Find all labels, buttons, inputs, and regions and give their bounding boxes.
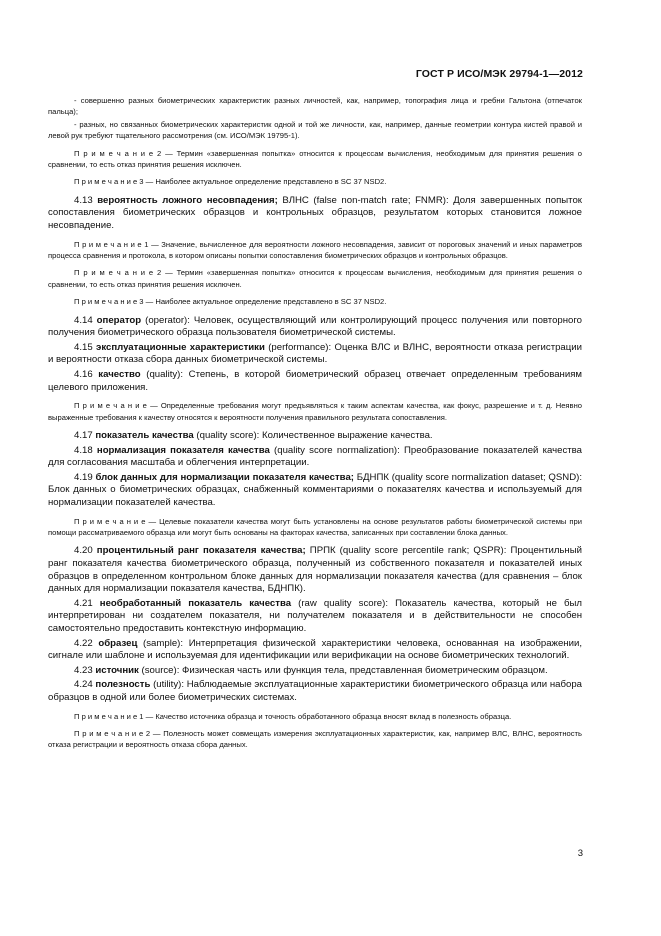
note-text: Полезность может совмещать измерения эксплуатационных характеристик, как, например ВЛС, ВЛНС, вероятность отказа регистрации и вероятность отказа сбора данных. [48,728,582,750]
term-definition: (raw quality score): Показатель качества, который не был интерпретирован ни создателем показателя, ни получателем показателя и в действительности не способен самостоятельно предоставить контекстную информацию. [48,597,582,634]
term-name: необработанный показатель качества [99,597,292,609]
note-label: П р и м е ч а н и е — [74,401,158,411]
note-text: Наиболее актуальное определение представлено в SC 37 NSD2. [153,177,387,187]
term-4-13 [48,195,582,233]
term-number: 4.21 [74,597,93,609]
document-header: ГОСТ Р ИСО/МЭК 29794-1—2012 [415,68,583,80]
document-body [48,95,582,751]
term-number: 4.24 [74,679,93,691]
note-label: П р и м е ч а н и е 3 — [74,177,154,187]
note-paragraph [48,516,582,539]
term-name: процентильный ранг показателя качества; [96,545,306,557]
term-4-21 [48,598,582,636]
term-definition: ПРПК (quality score percentile rank; QSPR): Процентильный ранг показателя качества биометрического образца, полученный из собственного показателя и показателей иных образцов в определенном контрольном блоке данных для нормализации показателя качества (для сравнения – блок данных для нормализации показателя качества, БДНПК). [48,545,582,595]
term-definition: (sample): Интерпретация физической характеристики человека, основанная на изображении, сигнале или шаблоне и используемая для идентификации или верификации на основе биометрических технологий. [48,637,582,662]
term-number: 4.22 [74,637,93,649]
term-name: нормализация показателя качества [96,444,270,456]
term-definition: (quality score): Количественное выражение качества. [193,430,433,442]
term-name: блок данных для нормализации показателя качества; [95,471,354,483]
note-label: П р и м е ч а н и е 3 — [74,297,154,307]
term-4-18 [48,445,582,470]
term-name: эксплуатационные характеристики [96,341,265,353]
note-paragraph [48,176,582,187]
term-4-19 [48,472,582,510]
term-number: 4.20 [74,545,93,557]
note-text: Наиболее актуальное определение представлено в SC 37 NSD2. [153,297,387,307]
term-definition: (source): Физическая часть или функция тела, представленная биометрическим образцом. [138,664,548,676]
note-label: П р и м е ч а н и е 2 — [74,148,173,158]
term-name: показатель качества [95,430,194,442]
term-name: источник [95,664,139,676]
term-4-16 [48,369,582,394]
note-text: Термин «завершенная попытка» относится к процессам вычисления, необходимым для принятия решения о сравнении, то есть отказ принятия решения исключен. [48,148,583,170]
term-4-20 [48,545,582,595]
term-4-15 [48,342,582,367]
term-definition: (utility): Наблюдаемые эксплуатационные характеристики биометрического образца или набора образцов в одной или более биометрических системах. [48,679,582,703]
term-4-14 [48,315,582,340]
term-number: 4.23 [74,664,93,676]
term-name: вероятность ложного несовпадения; [97,194,278,206]
note-label: П р и м е ч а н и е 2 — [74,728,161,738]
term-number: 4.14 [74,314,93,326]
term-name: полезность [95,679,151,691]
term-definition: (performance): Оценка ВЛС и ВЛНС, вероятности отказа регистрации и вероятности отказа сбора данных биометрической системы. [48,341,582,366]
term-4-24 [48,679,582,704]
intro-item: - разных, но связанных биометрических характеристик одной и той же личности, как, например, данные геометрии контура кистей правой и левой рук требуют тщательного рассмотрения (см. ИСО/МЭК 19795-1). [48,119,582,141]
term-definition: (quality): Степень, в которой биометрический образец отвечает определенным требованиям целевого приложения. [48,369,582,393]
term-4-22 [48,638,582,663]
term-definition: (quality score normalization): Преобразование показателей качества для согласования масштаба и облегчения интерпретации. [48,444,582,469]
note-text: Значение, вычисленное для вероятности ложного несовпадения, зависит от пороговых значений и иных параметров процесса сравнения и протокола, в котором описаны попытки сопоставления биометрических образцов и контрольных образцов. [48,239,582,261]
term-definition: (operator): Человек, осуществляющий или контролирующий процесс получения или повторного получения биометрического образца пользователя биометрической системы. [48,314,583,339]
page-number: 3 [577,848,583,859]
note-text: Качество источника образца и точность обработанного образца вносят вклад в полезность образца. [153,711,512,721]
note-paragraph [48,148,582,171]
intro-item: - совершенно разных биометрических характеристик разных личностей, как, например, топография лица и гребни Гальтона (отпечаток пальца); [48,96,582,117]
term-4-17 [48,430,582,443]
term-definition: ВЛНС (false non-match rate; FNMR): Доля завершенных попыток сопоставления биометрических образцов и контрольных образцов, результатом которых становится ложное несовпадение. [48,194,582,232]
term-name: качество [98,369,141,381]
note-text: Термин «завершенная попытка» относится к процессам вычисления, необходимым для принятия решения о сравнении, то есть отказ принятия решения исключен. [48,268,583,289]
note-paragraph [48,239,582,262]
note-label: П р и м е ч а н и е 2 — [74,268,173,278]
term-number: 4.17 [74,430,93,442]
term-name: оператор [96,314,142,326]
note-paragraph [48,296,582,307]
note-label: П р и м е ч а н и е 1 — [74,711,154,721]
note-text: Целевые показатели качества могут быть установлены на основе результатов работы биометрической системы при помощи рассматриваемого образца или могут быть основаны на факторах качества, записанных при составлении блока данных. [48,516,582,537]
note-paragraph [48,728,582,751]
term-number: 4.15 [74,341,93,353]
term-number: 4.18 [74,444,93,456]
note-text: Определенные требования могут предъявляться к таким аспектам качества, как фокус, разрешение и т. д. Неявно выраженные требования к качеству относятся к вероятности получения правильного результата сопоставления. [48,401,582,422]
note-paragraph [48,400,582,423]
term-number: 4.16 [74,369,93,381]
note-label: П р и м е ч а н и е 1 — [74,239,159,249]
term-definition: БДНПК (quality score normalization dataset; QSND): Блок данных о биометрических образцах, снабженный комментариями о показателях качества и используемый для нормализации показателей качества. [48,471,583,508]
note-paragraph [48,711,582,722]
term-number: 4.13 [74,194,93,206]
term-4-23 [48,665,582,678]
term-name: образец [98,637,138,649]
note-paragraph [48,267,582,290]
note-label: П р и м е ч а н и е — [74,516,157,526]
term-number: 4.19 [74,471,93,483]
